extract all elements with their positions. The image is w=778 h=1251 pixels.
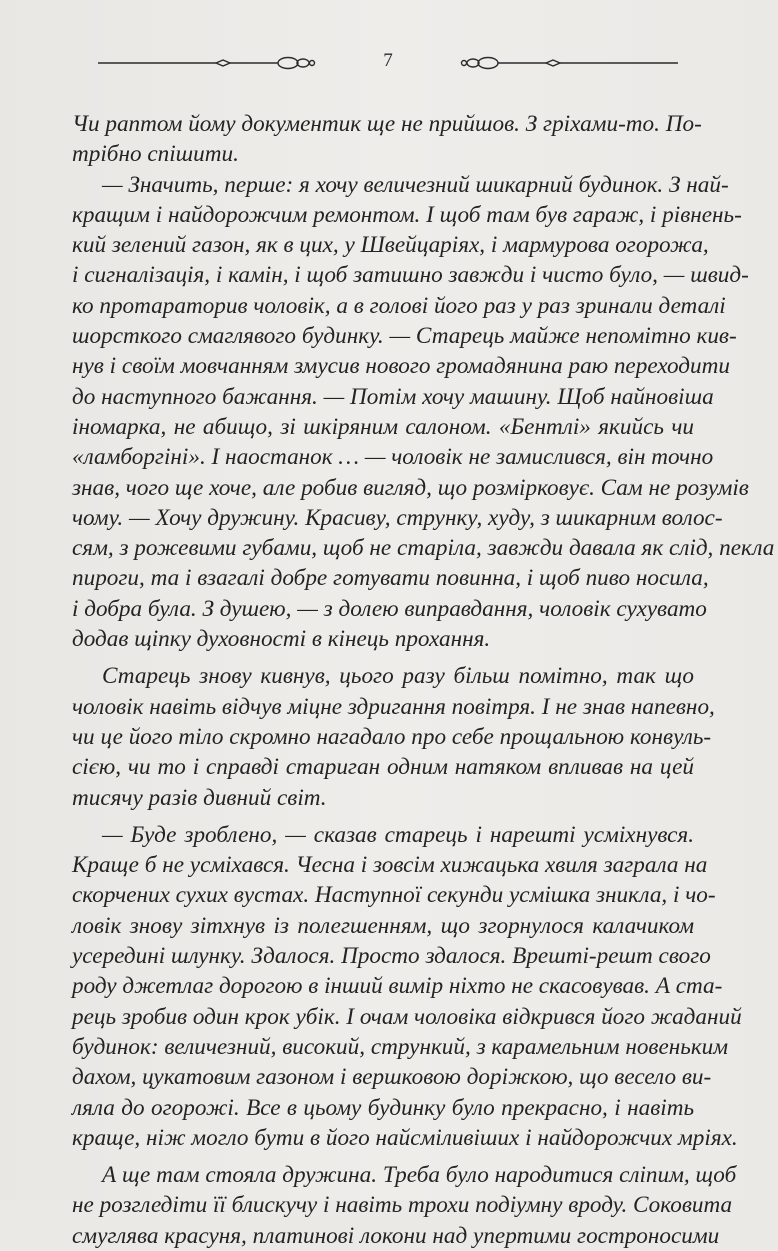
- paragraph: [72, 1160, 737, 1251]
- text-line: роду джетлаг дорогою в інший вимір ніхто не скасовував. А ста-: [72, 973, 723, 1000]
- text-line: Чи раптом йому документик ще не прийшов. З гріхами-то. По-: [72, 111, 702, 137]
- text-line: — Буде зроблено, — сказав старець і нарешті усміхнувся.: [102, 821, 694, 848]
- paragraph: [72, 109, 702, 170]
- text-line: трібно спішити.: [72, 141, 239, 168]
- text-line: не розгледіти її блискучу і навіть трохи подіумну вроду. Соковита: [72, 1192, 733, 1219]
- text-line: чоловік навіть відчув міцне здригання повітря. І не знав напевно,: [72, 693, 715, 720]
- text-line: сією, чи то і справді стариган одним натяком впливав на цей: [72, 754, 694, 781]
- text-line: нув і своїм мовчанням змусив нового громадянина раю переходити: [72, 353, 730, 380]
- page-header: [98, 48, 678, 78]
- text-line: кращим і найдорожчим ремонтом. І щоб там був гараж, і рівнень-: [72, 201, 742, 228]
- text-line: чому. — Хочу дружину. Красиву, струнку, худу, з шикарним волос-: [72, 504, 723, 531]
- body-text: [72, 109, 775, 1251]
- paragraph-gap: [72, 1153, 694, 1160]
- text-line: знав, чого ще хоче, але робив вигляд, що розмірковує. Сам не розумів: [72, 474, 749, 501]
- text-line: чи це його тіло скромно нагадало про себе прощальною конвуль-: [72, 723, 712, 750]
- text-line: «ламборгіні». І наостанок … — чоловік не замислився, він точно: [72, 444, 714, 471]
- text-line: додав щіпку духовності в кінець прохання.: [72, 626, 491, 653]
- text-line: шорсткого смаглявого будинку. — Старець майже непомітно кив-: [72, 323, 737, 350]
- page-number: 7: [383, 50, 393, 71]
- text-line: А ще там стояла дружина. Треба було народитися сліпим, щоб: [102, 1162, 737, 1189]
- text-line: будинок: величезний, високий, стрункий, з карамельним новеньким: [72, 1033, 729, 1060]
- text-line: смуглява красуня, платинові локони над упертими гостроносими: [72, 1222, 720, 1249]
- paragraph: [72, 820, 742, 1153]
- text-line: скорчених сухих вустах. Наступної секунди усмішка зникла, і чо-: [72, 882, 716, 909]
- text-line: ловік знову зітхнув із полегшенням, що згорнулося калачиком: [72, 912, 694, 939]
- text-line: ляла до огорожі. Все в цьому будинку було прекрасно, і навіть: [72, 1094, 694, 1121]
- text-line: кий зелений газон, як в цих, у Швейцаріях, і мармурова огорожа,: [72, 232, 709, 259]
- text-line: Краще б не усміхався. Чесна і зовсім хижацька хвиля заграла на: [72, 852, 708, 879]
- paragraph-gap: [72, 654, 694, 661]
- text-line: дахом, цукатовим газоном і вершковою доріжкою, що весело ви-: [72, 1064, 712, 1091]
- text-line: краще, ніж могло бути в його найсміливіших і найдорожчих мріях.: [72, 1124, 738, 1151]
- paragraph-gap: [72, 813, 694, 820]
- text-line: Старець знову кивнув, цього разу більш помітно, так що: [102, 663, 694, 690]
- text-line: рець зробив один крок убік. І очам чоловіка відкрився його жаданий: [72, 1003, 742, 1030]
- text-line: — Значить, перше: я хочу величезний шикарний будинок. З най-: [102, 171, 729, 198]
- text-line: і добра була. З душею, — з долею виправдання, чоловік сухувато: [72, 595, 707, 622]
- text-line: і сигналізація, і камін, і щоб затишно завжди і чисто було, — швид-: [72, 262, 749, 289]
- text-line: тисячу разів дивний світ.: [72, 784, 327, 811]
- text-line: сям, з рожевими губами, щоб не старіла, завжди давала як слід, пекла: [72, 535, 775, 562]
- text-line: до наступного бажання. — Потім хочу машину. Щоб найновіша: [72, 383, 714, 410]
- text-line: ко протараторив чоловік, а в голові його раз у раз зринали деталі: [72, 292, 726, 319]
- paragraph: [72, 661, 715, 812]
- text-line: іномарка, не абищо, зі шкіряним салоном. «Бентлі» якийсь чи: [72, 413, 694, 440]
- text-line: усередині шлунку. Здалося. Просто здалося. Врешті-решт свого: [72, 943, 711, 970]
- paragraph: [72, 170, 775, 655]
- text-line: пироги, та і взагалі добре готувати повинна, і щоб пиво носила,: [72, 565, 709, 592]
